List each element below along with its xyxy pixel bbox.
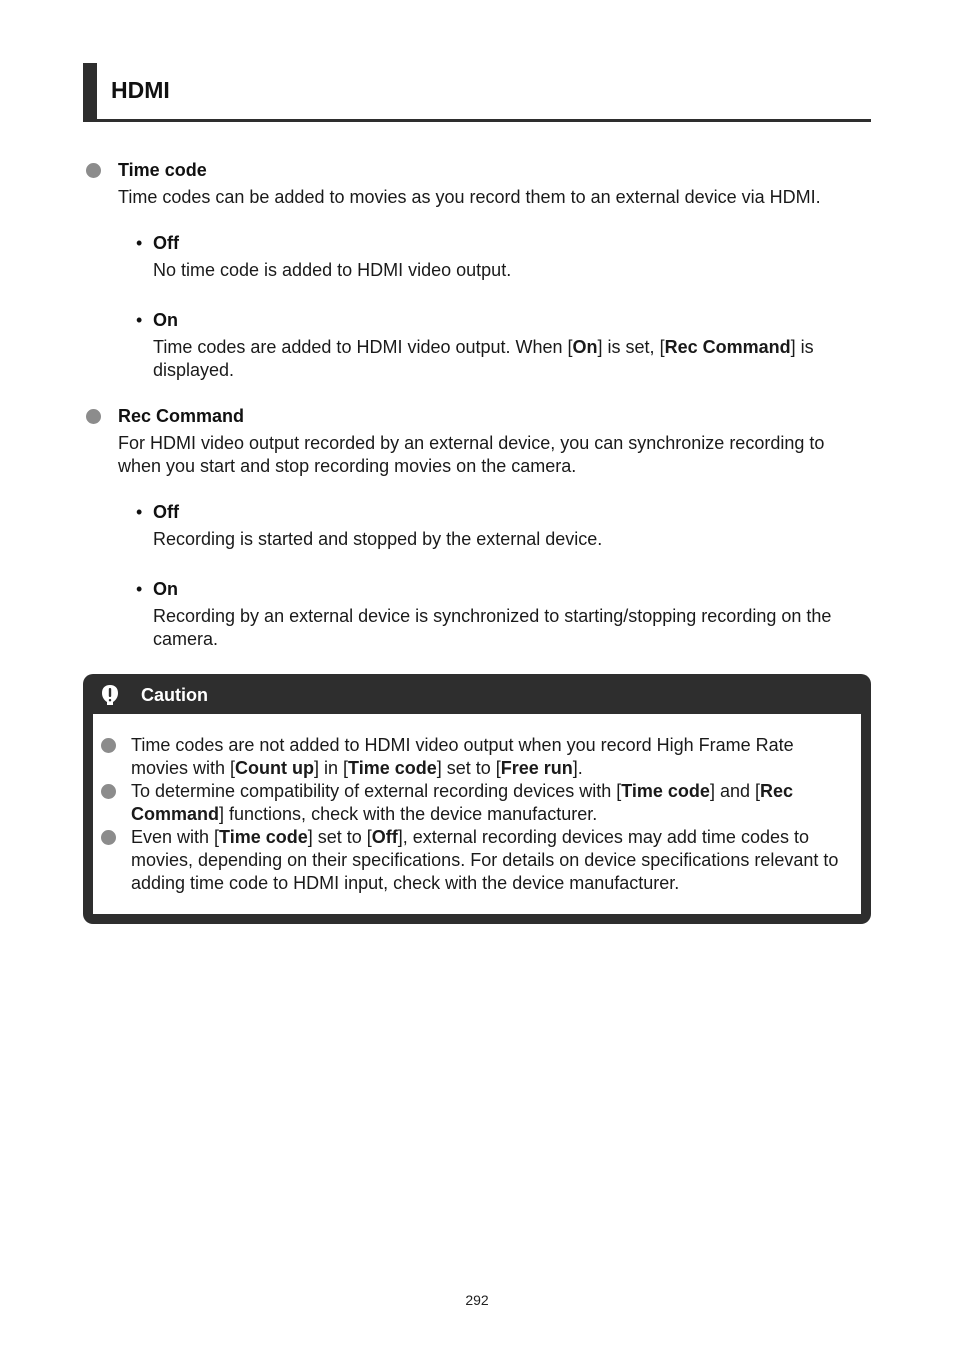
option-description-time-code-off: No time code is added to HDMI video output. — [153, 260, 512, 280]
item-description-rec-command: For HDMI video output recorded by an external device, you can synchronize recording to when you start and stop recording movies on the camera. — [118, 433, 825, 476]
option-label-time-code-off: Off — [153, 233, 179, 253]
caution-item-1: Time codes are not added to HDMI video output when you record High Frame Rate movies with [Count up] in [Time code] set to [Free run]. — [131, 735, 794, 778]
section-heading — [83, 63, 871, 122]
caution-item-2: To determine compatibility of external recording devices with [Time code] and [Rec Command] functions, check with the device manufacturer. — [131, 781, 794, 824]
item-title-time-code: Time code — [118, 160, 207, 180]
option-label-time-code-on: On — [153, 310, 178, 330]
caution-title: Caution — [141, 685, 208, 705]
item-title-rec-command: Rec Command — [118, 406, 245, 426]
caution-exclamation-icon — [100, 684, 120, 706]
option-bullet: • — [136, 233, 143, 253]
option-description-rec-command-on: Recording by an external device is synchronized to starting/stopping recording on the camera. — [153, 606, 832, 649]
option-description-time-code-on: Time codes are added to HDMI video output. When [On] is set, [Rec Command] is displayed. — [153, 337, 814, 380]
caution-content — [93, 714, 861, 914]
option-description-rec-command-off: Recording is started and stopped by the external device. — [153, 529, 603, 549]
caution-bullet-dot — [101, 738, 116, 753]
option-label-rec-command-on: On — [153, 579, 178, 599]
section-title: HDMI — [111, 77, 170, 103]
item-bullet-dot — [86, 409, 101, 424]
page-number: 292 — [465, 1292, 489, 1308]
caution-item-3: Even with [Time code] set to [Off], external recording devices may add time codes to movies, depending on their specifications. For details on device specifications relevant to adding time code to HDMI input, check with the device manufacturer. — [131, 827, 839, 893]
option-label-rec-command-off: Off — [153, 502, 179, 522]
option-bullet: • — [136, 310, 143, 330]
option-bullet: • — [136, 502, 143, 522]
caution-bullet-dot — [101, 830, 116, 845]
caution-bullet-dot — [101, 784, 116, 799]
heading-accent-bar — [83, 63, 97, 119]
option-bullet: • — [136, 579, 143, 599]
caution-box — [83, 674, 871, 924]
item-description-time-code: Time codes can be added to movies as you record them to an external device via HDMI. — [118, 187, 821, 207]
item-bullet-dot — [86, 163, 101, 178]
